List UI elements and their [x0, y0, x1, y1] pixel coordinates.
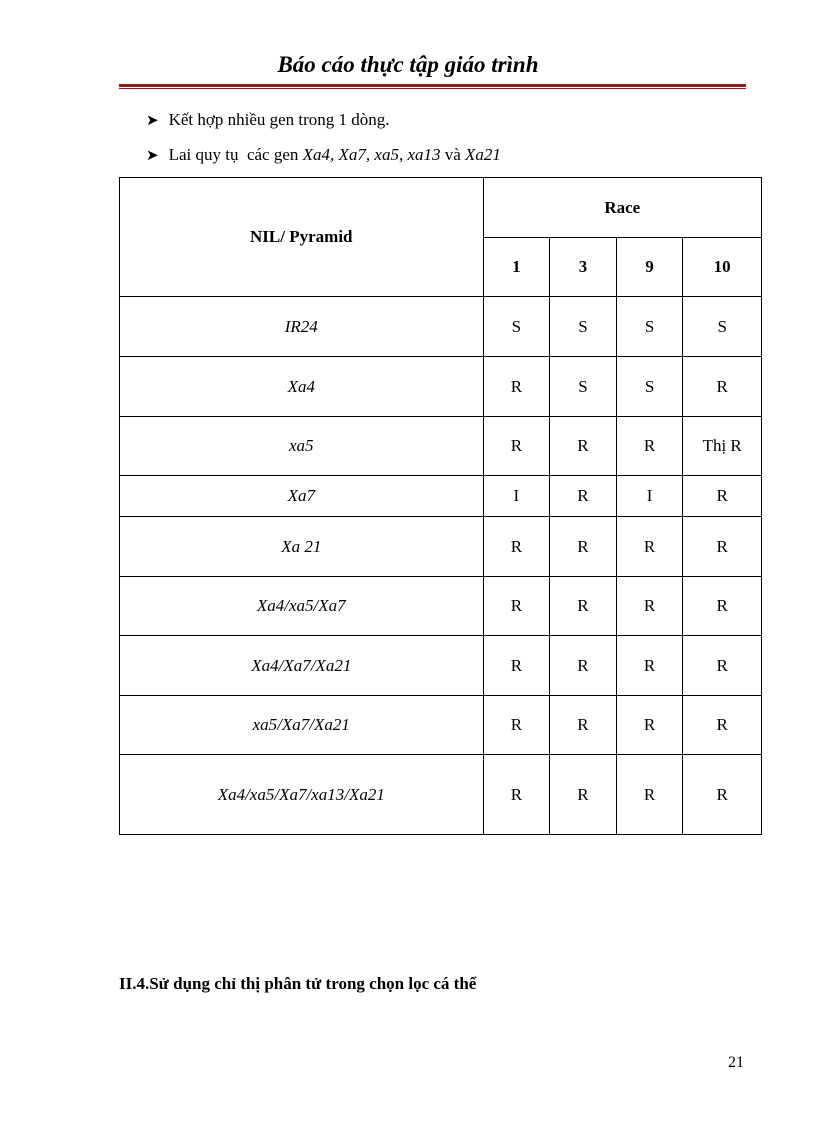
- race-number: 10: [683, 238, 762, 297]
- result-cell: R: [616, 517, 683, 577]
- page-header-title: Báo cáo thực tập giáo trình: [277, 52, 539, 77]
- result-cell: R: [683, 755, 762, 835]
- result-cell: R: [616, 696, 683, 755]
- result-cell: R: [616, 417, 683, 476]
- result-cell: R: [616, 577, 683, 636]
- nil-pyramid-header: NIL/ Pyramid: [120, 178, 484, 297]
- bullet-text-2-joiner: và: [440, 145, 466, 164]
- result-cell: R: [616, 636, 683, 696]
- result-cell: R: [550, 517, 617, 577]
- nil-name: Xa4/Xa7/Xa21: [120, 636, 484, 696]
- result-cell: R: [483, 517, 550, 577]
- table-header-row: [120, 178, 762, 238]
- result-cell: R: [550, 755, 617, 835]
- arrow-bullet-icon: ➤: [146, 112, 159, 129]
- race-number: 9: [616, 238, 683, 297]
- result-cell: R: [550, 417, 617, 476]
- nil-name: xa5: [120, 417, 484, 476]
- bullet-text-2-genes: Xa4, Xa7, xa5, xa13: [302, 145, 441, 164]
- result-cell: R: [616, 755, 683, 835]
- nil-name: Xa4/xa5/Xa7: [120, 577, 484, 636]
- page-number: 21: [728, 1054, 744, 1071]
- result-cell: S: [616, 297, 683, 357]
- table-row: [120, 577, 762, 636]
- table-row: [120, 517, 762, 577]
- arrow-bullet-icon: ➤: [146, 147, 159, 164]
- table-row: [120, 476, 762, 517]
- race-header: Race: [483, 178, 761, 238]
- result-cell: R: [550, 696, 617, 755]
- result-cell: R: [683, 476, 762, 517]
- table-row: [120, 357, 762, 417]
- result-cell: I: [483, 476, 550, 517]
- nil-name: Xa 21: [120, 517, 484, 577]
- result-cell: S: [683, 297, 762, 357]
- race-number: 3: [550, 238, 617, 297]
- result-cell: R: [483, 357, 550, 417]
- bullet-item-2: [146, 145, 501, 165]
- table-row: [120, 636, 762, 696]
- result-cell: R: [483, 636, 550, 696]
- result-cell: S: [550, 357, 617, 417]
- result-cell: R: [483, 696, 550, 755]
- result-cell: R: [683, 636, 762, 696]
- race-number: 1: [483, 238, 550, 297]
- table-row: [120, 417, 762, 476]
- bullet-text-2-prefix: Lai quy tụ các gen: [168, 145, 303, 164]
- result-cell: R: [483, 755, 550, 835]
- nil-name: xa5/Xa7/Xa21: [120, 696, 484, 755]
- header-rule: [119, 84, 746, 87]
- header-rule-thin: [119, 88, 746, 89]
- result-cell: I: [616, 476, 683, 517]
- nil-name: Xa4/xa5/Xa7/xa13/Xa21: [120, 755, 484, 835]
- result-cell: R: [683, 696, 762, 755]
- bullet-text-2-last: Xa21: [465, 145, 501, 164]
- table-row: [120, 696, 762, 755]
- resistance-table: [119, 177, 762, 835]
- nil-name: Xa7: [120, 476, 484, 517]
- bullet-item-1: [146, 110, 390, 130]
- bullet-text-2: [169, 145, 501, 165]
- section-heading: II.4.Sử dụng chỉ thị phân tử trong chọn lọc cá thể: [119, 974, 477, 993]
- nil-name: Xa4: [120, 357, 484, 417]
- result-cell: R: [550, 636, 617, 696]
- result-cell: R: [683, 517, 762, 577]
- result-cell: S: [550, 297, 617, 357]
- result-cell: R: [683, 357, 762, 417]
- result-cell: R: [550, 476, 617, 517]
- bullet-text-1: Kết hợp nhiều gen trong 1 dòng.: [168, 110, 390, 129]
- result-cell: R: [483, 577, 550, 636]
- result-cell: S: [483, 297, 550, 357]
- result-cell: R: [483, 417, 550, 476]
- table-row: [120, 297, 762, 357]
- nil-name: IR24: [120, 297, 484, 357]
- result-cell: Thị R: [683, 417, 762, 476]
- table-row: [120, 755, 762, 835]
- result-cell: R: [683, 577, 762, 636]
- result-cell: S: [616, 357, 683, 417]
- result-cell: R: [550, 577, 617, 636]
